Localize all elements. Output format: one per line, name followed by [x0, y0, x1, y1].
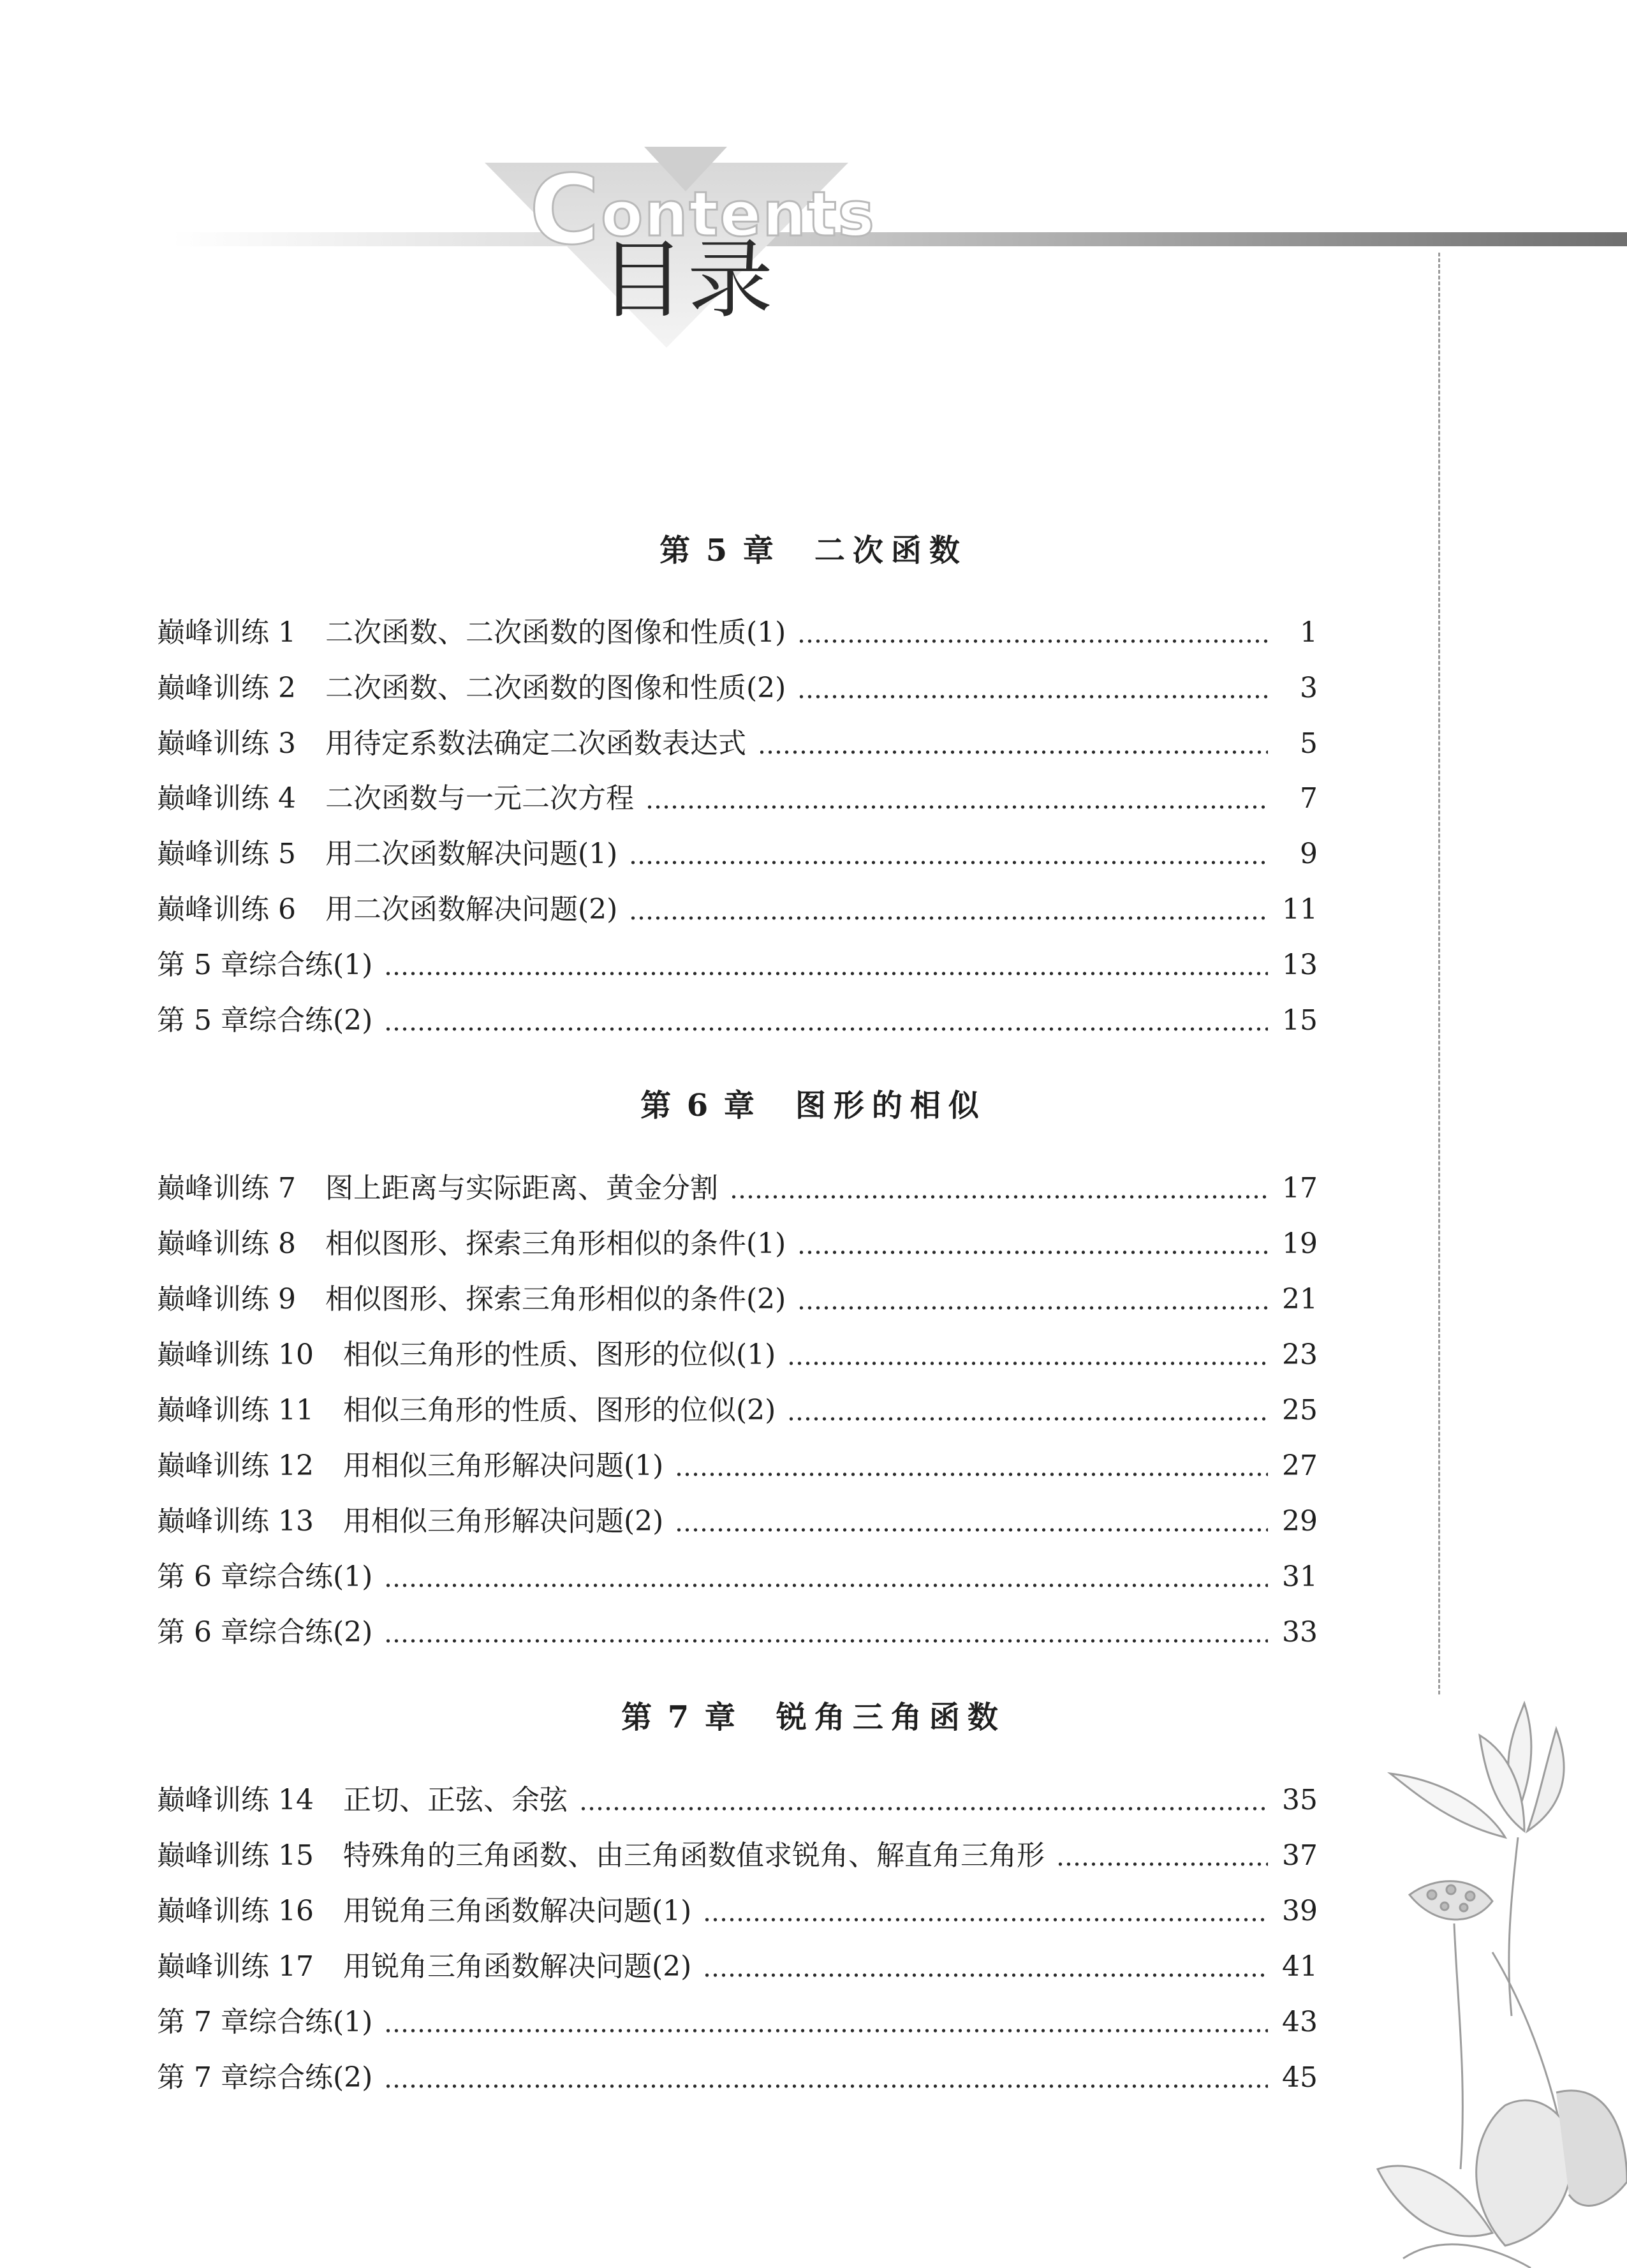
toc-entry[interactable]: 巅峰训练 12 用相似三角形解决问题(1) 27 [157, 1449, 1318, 1482]
chapter-heading-5: 第 5 章 二次函数 [659, 533, 968, 568]
toc-entry[interactable]: 第 6 章综合练(2) 33 [157, 1616, 1318, 1649]
chapter-heading-6: 第 6 章 图形的相似 [640, 1088, 987, 1123]
page-title: 目录 [600, 230, 776, 330]
vertical-dashed-divider [1438, 253, 1440, 1694]
toc-entry[interactable]: 巅峰训练 6 用二次函数解决问题(2) 11 [157, 893, 1318, 926]
toc-entry[interactable]: 第 5 章综合练(1) 13 [157, 949, 1318, 981]
toc-entry[interactable]: 巅峰训练 17 用锐角三角函数解决问题(2) 41 [157, 1950, 1318, 1983]
toc-entry[interactable]: 巅峰训练 5 用二次函数解决问题(1) 9 [157, 838, 1318, 870]
toc-entry[interactable]: 巅峰训练 10 相似三角形的性质、图形的位似(1) 23 [157, 1338, 1318, 1371]
lotus-illustration [1365, 1684, 1627, 2268]
header-gradient-bar [172, 232, 1627, 246]
toc-entry[interactable]: 巅峰训练 3 用待定系数法确定二次函数表达式 5 [157, 727, 1318, 760]
toc-entry[interactable]: 巅峰训练 14 正切、正弦、余弦 35 [157, 1784, 1318, 1816]
contents-heading: Contents [529, 155, 876, 266]
toc-entry[interactable]: 第 5 章综合练(2) 15 [157, 1004, 1318, 1037]
toc-entry[interactable]: 第 6 章综合练(1) 31 [157, 1560, 1318, 1593]
chapter-heading-7: 第 7 章 锐角三角函数 [621, 1700, 1006, 1735]
toc-entry[interactable]: 巅峰训练 11 相似三角形的性质、图形的位似(2) 25 [157, 1394, 1318, 1427]
toc-entry[interactable]: 巅峰训练 1 二次函数、二次函数的图像和性质(1) 1 [157, 616, 1318, 649]
toc-entry[interactable]: 第 7 章综合练(2) 45 [157, 2061, 1318, 2094]
toc-entry[interactable]: 巅峰训练 15 特殊角的三角函数、由三角函数值求锐角、解直角三角形 37 [157, 1839, 1318, 1872]
toc-entry[interactable]: 巅峰训练 2 二次函数、二次函数的图像和性质(2) 3 [157, 672, 1318, 704]
toc-entry[interactable]: 巅峰训练 13 用相似三角形解决问题(2) 29 [157, 1505, 1318, 1538]
toc-entry[interactable]: 巅峰训练 8 相似图形、探索三角形相似的条件(1) 19 [157, 1227, 1318, 1260]
toc-entry[interactable]: 巅峰训练 9 相似图形、探索三角形相似的条件(2) 21 [157, 1283, 1318, 1316]
toc-entry[interactable]: 巅峰训练 7 图上距离与实际距离、黄金分割 17 [157, 1172, 1318, 1204]
toc-entry[interactable]: 巅峰训练 4 二次函数与一元二次方程 7 [157, 782, 1318, 815]
toc-entry[interactable]: 巅峰训练 16 用锐角三角函数解决问题(1) 39 [157, 1895, 1318, 1927]
toc-entry[interactable]: 第 7 章综合练(1) 43 [157, 2006, 1318, 2038]
